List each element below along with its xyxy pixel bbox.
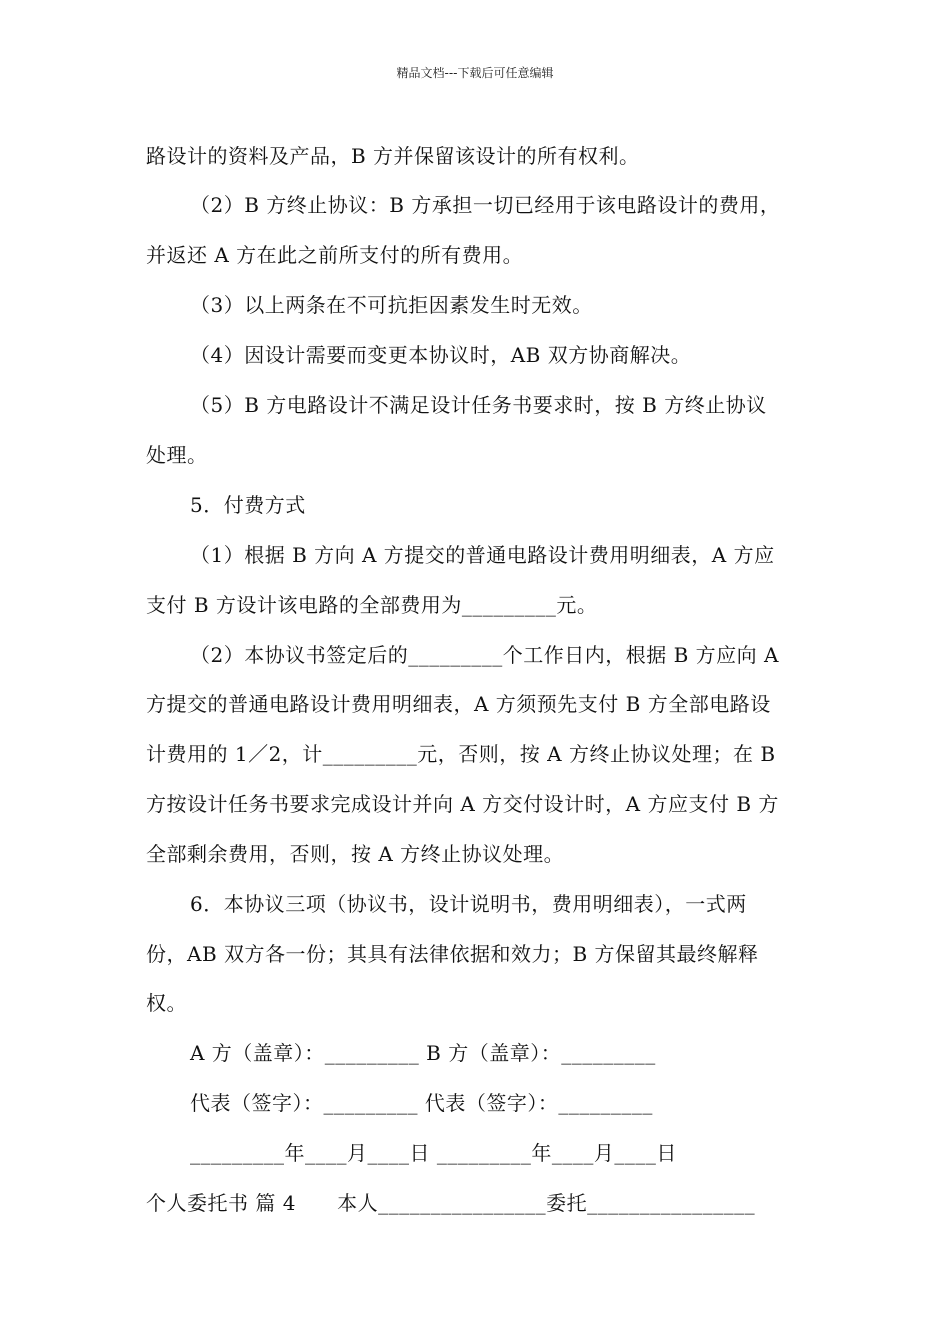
text-line: 方按设计任务书要求完成设计并向 A 方交付设计时，A 方应支付 B 方	[146, 792, 779, 816]
signature-rep-line: 代表（签字）：_________ 代表（签字）：_________	[190, 1091, 653, 1115]
text-line: 路设计的资料及产品，B 方并保留该设计的所有权利。	[146, 144, 640, 168]
text-line: 计费用的 1／2，计_________元，否则，按 A 方终止协议处理；在 B	[146, 742, 776, 766]
text-line: 权。	[146, 991, 187, 1015]
text-line: （3）以上两条在不可抗拒因素发生时无效。	[190, 293, 593, 317]
text-line: 并返还 A 方在此之前所支付的所有费用。	[146, 243, 524, 267]
text-line: （2）B 方终止协议：B 方承担一切已经用于该电路设计的费用，	[190, 193, 781, 217]
text-line: 个人委托书 篇 4 本人________________委托________________	[146, 1191, 756, 1215]
text-line: 份，AB 双方各一份；其具有法律依据和效力；B 方保留其最终解释	[146, 942, 759, 966]
text-line: （1）根据 B 方向 A 方提交的普通电路设计费用明细表，A 方应	[190, 543, 775, 567]
text-line: （5）B 方电路设计不满足设计任务书要求时，按 B 方终止协议	[190, 393, 767, 417]
signature-date-line: _________年____月____日 _________年____月____日	[190, 1141, 677, 1165]
page-header: 精品文档---下载后可任意编辑	[396, 66, 554, 80]
section-heading: 5．付费方式	[190, 493, 306, 517]
text-line: 6．本协议三项（协议书，设计说明书，费用明细表），一式两	[190, 892, 747, 916]
text-line: （4）因设计需要而变更本协议时，AB 双方协商解决。	[190, 343, 692, 367]
text-line: （2）本协议书签定后的_________个工作日内，根据 B 方应向 A	[190, 643, 779, 667]
text-line: 处理。	[146, 443, 208, 467]
text-line: 全部剩余费用，否则，按 A 方终止协议处理。	[146, 842, 565, 866]
text-line: 支付 B 方设计该电路的全部费用为_________元。	[146, 593, 598, 617]
signature-seal-line: A 方（盖章）：_________ B 方（盖章）：_________	[190, 1041, 656, 1065]
text-line: 方提交的普通电路设计费用明细表，A 方须预先支付 B 方全部电路设	[146, 692, 771, 716]
